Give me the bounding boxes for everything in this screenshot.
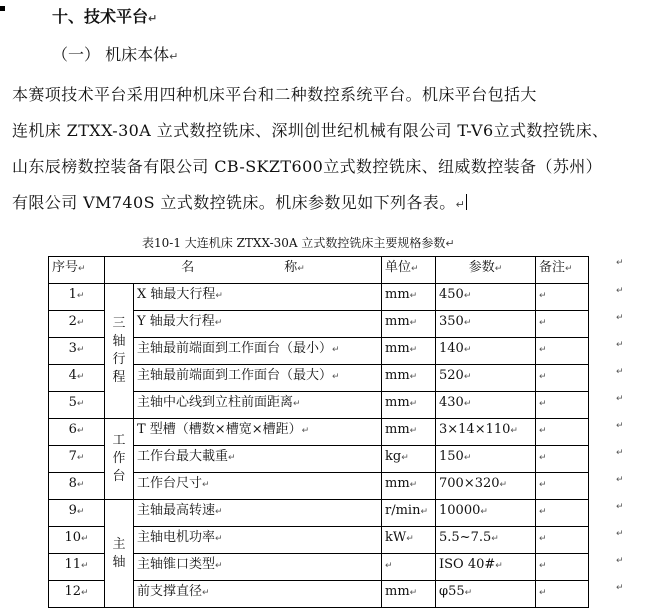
row-number: 8↵ (49, 473, 105, 500)
paragraph-mark: ↵ (169, 50, 179, 63)
item-param: 10000↵ (436, 500, 536, 527)
row-end-mark: ↵ (616, 448, 624, 458)
item-note: ↵ (536, 365, 589, 392)
row-end-mark: ↵ (616, 340, 624, 350)
item-name: 主轴电机功率↵ (134, 527, 382, 554)
spec-table-wrapper (48, 256, 589, 608)
table-row (49, 500, 589, 527)
item-unit: kg↵ (382, 446, 436, 473)
paragraph-line: 连机床 ZTXX-30A 立式数控铣床、深圳创世纪机械有限公司 T-V6立式数控铣床、 (12, 121, 609, 140)
item-unit: mm↵ (382, 581, 436, 608)
row-end-mark: ↵ (616, 313, 624, 323)
group-label: 三轴行程 (105, 284, 134, 419)
item-note: ↵ (536, 392, 589, 419)
table-row (49, 284, 589, 311)
row-end-mark: ↵ (616, 421, 624, 431)
item-name: 主轴最前端面到工作面台（最大）↵ (134, 365, 382, 392)
item-note: ↵ (536, 284, 589, 311)
header-note: 备注↵ (536, 257, 589, 284)
item-param: 430↵ (436, 392, 536, 419)
item-param: φ55↵ (436, 581, 536, 608)
row-number: 9↵ (49, 500, 105, 527)
row-number: 4↵ (49, 365, 105, 392)
item-name: 主轴最高转速↵ (134, 500, 382, 527)
paragraph-line: 本赛项技术平台采用四种机床平台和二种数控系统平台。机床平台包括大 (12, 85, 537, 104)
group-label: 工作台 (105, 419, 134, 500)
item-param: 150↵ (436, 446, 536, 473)
item-name: T 型槽（槽数×槽宽×槽距）↵ (134, 419, 382, 446)
item-note: ↵ (536, 554, 589, 581)
item-param: 5.5~7.5↵ (436, 527, 536, 554)
row-number: 3↵ (49, 338, 105, 365)
item-unit: mm↵ (382, 473, 436, 500)
item-unit: kW↵ (382, 527, 436, 554)
group-label: 主轴 (105, 500, 134, 608)
item-unit: mm↵ (382, 311, 436, 338)
item-unit: ↵ (382, 554, 436, 581)
item-name: 前支撑直径↵ (134, 581, 382, 608)
table-caption: 表10-1 大连机床 ZTXX-30A 立式数控铣床主要规格参数↵ (142, 236, 455, 250)
row-number: 7↵ (49, 446, 105, 473)
item-note: ↵ (536, 527, 589, 554)
paragraph-line-last: 有限公司 VM740S 立式数控铣床。机床参数见如下列各表。↵ (12, 193, 466, 212)
item-unit: r/min↵ (382, 500, 436, 527)
header-no: 序号↵ (49, 257, 105, 284)
item-note: ↵ (536, 500, 589, 527)
item-note: ↵ (536, 419, 589, 446)
item-unit: mm↵ (382, 419, 436, 446)
row-end-mark: ↵ (616, 502, 624, 512)
item-name: 主轴锥口类型↵ (134, 554, 382, 581)
item-name: 工作台尺寸↵ (134, 473, 382, 500)
row-number: 5↵ (49, 392, 105, 419)
header-name: 名 称↵ (105, 257, 382, 284)
list-bullet (0, 6, 5, 11)
row-number: 2↵ (49, 311, 105, 338)
item-name: 主轴最前端面到工作面台（最小）↵ (134, 338, 382, 365)
row-number: 1↵ (49, 284, 105, 311)
item-unit: mm↵ (382, 284, 436, 311)
item-name: 工作台最大載重↵ (134, 446, 382, 473)
row-number: 10↵ (49, 527, 105, 554)
item-unit: mm↵ (382, 338, 436, 365)
row-end-mark: ↵ (616, 367, 624, 377)
paragraph-mark: ↵ (455, 198, 466, 211)
paragraph-line: 山东辰榜数控装备有限公司 CB-SKZT600立式数控铣床、纽威数控装备（苏州） (12, 157, 603, 176)
item-param: 520↵ (436, 365, 536, 392)
table-row (49, 419, 589, 446)
row-number: 11↵ (49, 554, 105, 581)
spec-table (48, 256, 589, 608)
item-param: 450↵ (436, 284, 536, 311)
row-end-mark: ↵ (616, 475, 624, 485)
section-heading: 十、技术平台↵ (52, 7, 158, 26)
item-note: ↵ (536, 473, 589, 500)
row-end-mark: ↵ (616, 529, 624, 539)
item-param: 3×14×110↵ (436, 419, 536, 446)
item-name: 主轴中心线到立柱前面距离↵ (134, 392, 382, 419)
item-note: ↵ (536, 338, 589, 365)
row-end-mark: ↵ (616, 583, 624, 593)
subsection-heading: （一） 机床本体↵ (52, 45, 179, 64)
item-param: 140↵ (436, 338, 536, 365)
item-unit: mm↵ (382, 365, 436, 392)
item-unit: mm↵ (382, 392, 436, 419)
row-number: 12↵ (49, 581, 105, 608)
paragraph-mark: ↵ (445, 237, 455, 250)
item-note: ↵ (536, 581, 589, 608)
header-param: 参数↵ (436, 257, 536, 284)
text-cursor (466, 194, 467, 210)
paragraph-mark: ↵ (148, 12, 158, 25)
item-note: ↵ (536, 311, 589, 338)
row-number: 6↵ (49, 419, 105, 446)
item-note: ↵ (536, 446, 589, 473)
row-end-mark: ↵ (616, 394, 624, 404)
item-param: 700×320↵ (436, 473, 536, 500)
header-unit: 单位↵ (382, 257, 436, 284)
row-end-mark: ↵ (616, 286, 624, 296)
row-end-mark: ↵ (616, 258, 624, 268)
item-name: X 轴最大行程↵ (134, 284, 382, 311)
item-param: ISO 40#↵ (436, 554, 536, 581)
item-name: Y 轴最大行程↵ (134, 311, 382, 338)
table-header-row (49, 257, 589, 284)
item-param: 350↵ (436, 311, 536, 338)
row-end-mark: ↵ (616, 556, 624, 566)
